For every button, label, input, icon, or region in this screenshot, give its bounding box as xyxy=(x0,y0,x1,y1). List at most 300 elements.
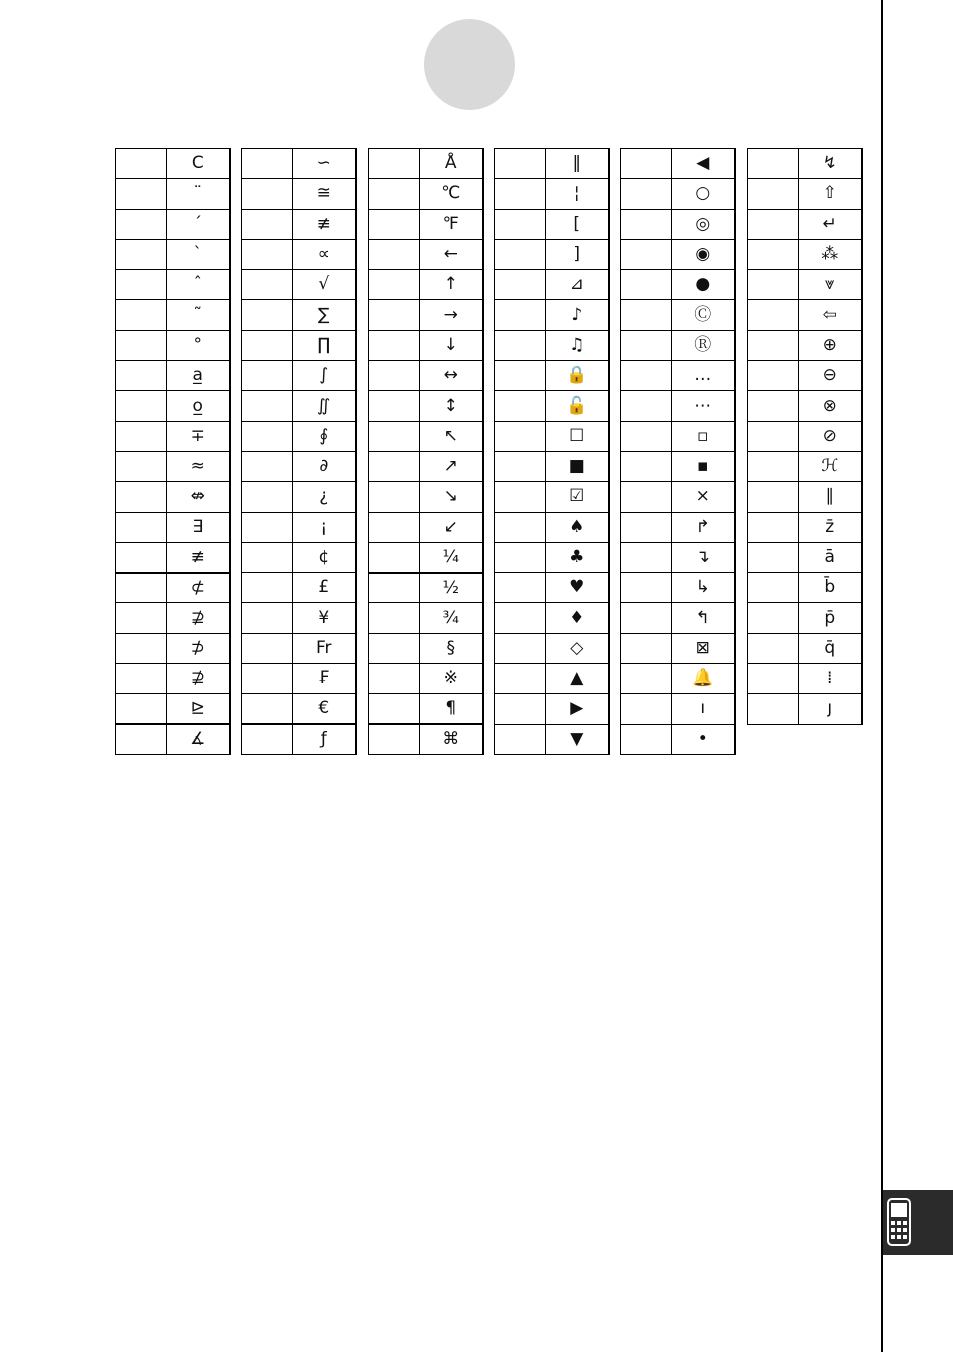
symbol-row xyxy=(116,451,230,481)
code-cell xyxy=(748,330,799,360)
code-cell xyxy=(621,724,672,754)
symbol-row xyxy=(621,512,735,542)
symbol-cell: Fr xyxy=(293,633,356,663)
symbol-row xyxy=(369,694,483,724)
symbol-row xyxy=(369,451,483,481)
symbol-cell: ¼ xyxy=(420,542,483,572)
code-cell xyxy=(116,209,167,239)
code-cell xyxy=(242,542,293,572)
code-cell xyxy=(369,482,420,512)
symbol-cell: ˆ xyxy=(167,270,230,300)
code-cell xyxy=(369,300,420,330)
code-cell xyxy=(495,694,546,724)
symbol-row xyxy=(116,664,230,694)
symbol-cell: • xyxy=(672,724,735,754)
symbol-row xyxy=(242,330,356,360)
symbol-row xyxy=(748,270,862,300)
code-cell xyxy=(495,664,546,694)
code-cell xyxy=(621,664,672,694)
code-cell xyxy=(242,724,293,754)
symbol-row xyxy=(369,512,483,542)
symbol-cell: ∓ xyxy=(167,421,230,451)
symbol-row xyxy=(116,209,230,239)
code-cell xyxy=(748,451,799,481)
symbol-cell: £ xyxy=(293,573,356,603)
symbol-cell: Ⓡ xyxy=(672,330,735,360)
symbol-cell: ↱ xyxy=(672,512,735,542)
code-cell xyxy=(116,633,167,663)
code-cell xyxy=(242,573,293,603)
symbol-cell: ↖ xyxy=(420,421,483,451)
code-cell xyxy=(116,664,167,694)
symbol-row xyxy=(621,391,735,421)
chapter-tab xyxy=(883,1190,953,1255)
symbol-row xyxy=(621,573,735,603)
code-cell xyxy=(621,330,672,360)
symbol-cell: ♥ xyxy=(546,573,609,603)
code-cell xyxy=(369,330,420,360)
symbol-cell: ` xyxy=(167,239,230,269)
symbol-row xyxy=(242,664,356,694)
symbol-row xyxy=(116,694,230,724)
symbol-cell: ↯ xyxy=(799,149,862,179)
symbol-cell: ♫ xyxy=(546,330,609,360)
symbol-cell: ⊵ xyxy=(167,694,230,724)
code-cell xyxy=(748,361,799,391)
symbol-row xyxy=(242,694,356,724)
symbol-row xyxy=(495,330,609,360)
code-cell xyxy=(242,512,293,542)
symbol-row xyxy=(748,542,862,572)
code-cell xyxy=(748,542,799,572)
symbol-row xyxy=(621,451,735,481)
symbol-cell: ⁞ xyxy=(799,664,862,694)
symbol-cell: ⊄ xyxy=(167,573,230,603)
code-cell xyxy=(621,512,672,542)
symbol-cell: § xyxy=(420,633,483,663)
code-cell xyxy=(748,512,799,542)
symbol-row xyxy=(242,421,356,451)
code-cell xyxy=(242,361,293,391)
symbol-row xyxy=(495,391,609,421)
symbol-row xyxy=(116,330,230,360)
code-cell xyxy=(495,391,546,421)
code-cell xyxy=(748,300,799,330)
code-cell xyxy=(369,179,420,209)
symbol-cell: ≈ xyxy=(167,451,230,481)
symbol-cell: … xyxy=(672,361,735,391)
code-cell xyxy=(116,603,167,633)
symbol-cell: ∡ xyxy=(167,724,230,754)
symbol-row xyxy=(748,512,862,542)
symbol-row xyxy=(495,724,609,754)
code-cell xyxy=(242,300,293,330)
symbol-row xyxy=(748,209,862,239)
symbol-row xyxy=(495,694,609,724)
symbol-row xyxy=(621,300,735,330)
symbol-cell: ◀ xyxy=(672,149,735,179)
symbol-row xyxy=(369,361,483,391)
code-cell xyxy=(621,239,672,269)
code-cell xyxy=(748,209,799,239)
symbol-table-3 xyxy=(368,148,484,755)
symbol-table-1 xyxy=(115,148,231,755)
symbol-cell: ↑ xyxy=(420,270,483,300)
symbol-row xyxy=(116,391,230,421)
code-cell xyxy=(495,451,546,481)
symbol-row xyxy=(242,603,356,633)
symbol-table-6 xyxy=(747,148,863,725)
symbol-row xyxy=(748,603,862,633)
code-cell xyxy=(495,633,546,663)
symbol-cell: o̲ xyxy=(167,391,230,421)
code-cell xyxy=(116,421,167,451)
code-cell xyxy=(495,512,546,542)
code-cell xyxy=(116,573,167,603)
symbol-row xyxy=(748,482,862,512)
symbol-row xyxy=(116,149,230,179)
code-cell xyxy=(621,270,672,300)
symbol-row xyxy=(116,239,230,269)
symbol-row xyxy=(748,391,862,421)
symbol-row xyxy=(748,239,862,269)
code-cell xyxy=(495,270,546,300)
code-cell xyxy=(621,573,672,603)
code-cell xyxy=(369,149,420,179)
symbol-row xyxy=(748,451,862,481)
symbol-cell: ▲ xyxy=(546,664,609,694)
symbol-cell: ▫ xyxy=(672,421,735,451)
symbol-cell: ↵ xyxy=(799,209,862,239)
code-cell xyxy=(621,209,672,239)
symbol-cell: ↘ xyxy=(420,482,483,512)
code-cell xyxy=(495,482,546,512)
symbol-row xyxy=(748,300,862,330)
symbol-row xyxy=(116,361,230,391)
code-cell xyxy=(242,330,293,360)
symbol-cell: ↴ xyxy=(672,542,735,572)
symbol-row xyxy=(495,451,609,481)
symbol-row xyxy=(748,361,862,391)
code-cell xyxy=(369,209,420,239)
symbol-cell: ⊉ xyxy=(167,664,230,694)
code-cell xyxy=(621,149,672,179)
symbol-row xyxy=(116,179,230,209)
symbol-cell: ♣ xyxy=(546,542,609,572)
symbol-cell: ∽ xyxy=(293,149,356,179)
symbol-cell: p̄ xyxy=(799,603,862,633)
symbol-row xyxy=(242,270,356,300)
code-cell xyxy=(369,664,420,694)
symbol-row xyxy=(621,482,735,512)
symbol-row xyxy=(242,512,356,542)
symbol-row xyxy=(369,239,483,269)
code-cell xyxy=(748,179,799,209)
symbol-table-4 xyxy=(494,148,610,755)
code-cell xyxy=(495,330,546,360)
symbol-row xyxy=(621,239,735,269)
symbol-row xyxy=(495,179,609,209)
symbol-cell: ⇧ xyxy=(799,179,862,209)
code-cell xyxy=(369,391,420,421)
symbol-cell: 🔓 xyxy=(546,391,609,421)
symbol-cell: ∑ xyxy=(293,300,356,330)
code-cell xyxy=(748,573,799,603)
code-cell xyxy=(116,694,167,724)
symbol-row xyxy=(621,694,735,724)
symbol-row xyxy=(495,633,609,663)
symbol-cell: € xyxy=(293,694,356,724)
symbol-row xyxy=(621,330,735,360)
symbol-cell: ♦ xyxy=(546,603,609,633)
code-cell xyxy=(369,542,420,572)
code-cell xyxy=(242,239,293,269)
symbol-row xyxy=(621,361,735,391)
symbol-row xyxy=(621,664,735,694)
code-cell xyxy=(621,451,672,481)
code-cell xyxy=(495,421,546,451)
code-cell xyxy=(495,179,546,209)
code-cell xyxy=(116,542,167,572)
code-cell xyxy=(369,633,420,663)
code-cell xyxy=(369,421,420,451)
symbol-cell: ↗ xyxy=(420,451,483,481)
symbol-cell: → xyxy=(420,300,483,330)
symbol-row xyxy=(242,179,356,209)
code-cell xyxy=(748,633,799,663)
code-cell xyxy=(242,421,293,451)
code-cell xyxy=(242,451,293,481)
code-cell xyxy=(621,542,672,572)
code-cell xyxy=(621,179,672,209)
symbol-cell: ℋ xyxy=(799,451,862,481)
symbol-row xyxy=(369,633,483,663)
symbol-cell: ∏ xyxy=(293,330,356,360)
symbol-cell: ⊘ xyxy=(799,421,862,451)
symbol-cell: ∫ xyxy=(293,361,356,391)
symbol-row xyxy=(621,270,735,300)
symbol-row xyxy=(242,633,356,663)
code-cell xyxy=(621,421,672,451)
symbol-row xyxy=(621,179,735,209)
symbol-cell: ≢ xyxy=(167,542,230,572)
symbol-row xyxy=(116,300,230,330)
symbol-cell: ↓ xyxy=(420,330,483,360)
symbol-cell: ⋯ xyxy=(672,391,735,421)
symbol-row xyxy=(369,330,483,360)
symbol-cell: ≅ xyxy=(293,179,356,209)
symbol-row xyxy=(369,724,483,754)
code-cell xyxy=(748,421,799,451)
code-cell xyxy=(116,391,167,421)
symbol-row xyxy=(116,542,230,572)
code-cell xyxy=(116,270,167,300)
code-cell xyxy=(495,573,546,603)
symbol-cell: ∂ xyxy=(293,451,356,481)
symbol-cell: ⊿ xyxy=(546,270,609,300)
symbol-row xyxy=(369,603,483,633)
symbol-cell: ◉ xyxy=(672,239,735,269)
symbol-row xyxy=(116,512,230,542)
symbol-cell: ¶ xyxy=(420,694,483,724)
symbol-cell: Ⓒ xyxy=(672,300,735,330)
symbol-row xyxy=(242,573,356,603)
symbol-row xyxy=(621,603,735,633)
symbol-cell: ↙ xyxy=(420,512,483,542)
symbol-cell: ⊉ xyxy=(167,603,230,633)
symbol-cell: ↕ xyxy=(420,391,483,421)
symbol-cell: ■ xyxy=(546,451,609,481)
code-cell xyxy=(369,573,420,603)
calculator-icon xyxy=(887,1198,911,1246)
symbol-cell: ⌘ xyxy=(420,724,483,754)
code-cell xyxy=(242,603,293,633)
symbol-cell: ○ xyxy=(672,179,735,209)
symbol-cell: ● xyxy=(672,270,735,300)
code-cell xyxy=(242,694,293,724)
chapter-circle xyxy=(424,19,515,110)
symbol-row xyxy=(242,391,356,421)
symbol-cell: ¦ xyxy=(546,179,609,209)
code-cell xyxy=(748,239,799,269)
code-cell xyxy=(495,361,546,391)
code-cell xyxy=(495,724,546,754)
symbol-cell: ´ xyxy=(167,209,230,239)
code-cell xyxy=(369,512,420,542)
symbol-row xyxy=(369,482,483,512)
code-cell xyxy=(116,300,167,330)
code-cell xyxy=(621,633,672,663)
symbol-row xyxy=(116,421,230,451)
code-cell xyxy=(242,664,293,694)
code-cell xyxy=(116,451,167,481)
code-cell xyxy=(495,209,546,239)
symbol-cell: ¥ xyxy=(293,603,356,633)
code-cell xyxy=(369,603,420,633)
symbol-row xyxy=(242,361,356,391)
symbol-row xyxy=(242,482,356,512)
symbol-cell: ▼ xyxy=(546,724,609,754)
symbol-cell: ⊠ xyxy=(672,633,735,663)
symbol-table-5 xyxy=(620,148,736,755)
symbol-cell: q̄ xyxy=(799,633,862,663)
symbol-cell: ☐ xyxy=(546,421,609,451)
symbol-cell: ▪ xyxy=(672,451,735,481)
symbol-cell: ♠ xyxy=(546,512,609,542)
code-cell xyxy=(748,603,799,633)
symbol-row xyxy=(748,149,862,179)
symbol-row xyxy=(369,421,483,451)
code-cell xyxy=(369,239,420,269)
symbol-cell: ↰ xyxy=(672,603,735,633)
symbol-row xyxy=(369,391,483,421)
symbol-row xyxy=(621,542,735,572)
symbol-row xyxy=(495,482,609,512)
symbol-cell: × xyxy=(672,482,735,512)
symbol-cell: b̄ xyxy=(799,573,862,603)
symbol-cell: ∝ xyxy=(293,239,356,269)
symbol-cell: C xyxy=(167,149,230,179)
code-cell xyxy=(748,482,799,512)
code-cell xyxy=(242,209,293,239)
symbol-cell: 🔔 xyxy=(672,664,735,694)
symbol-cell: ◎ xyxy=(672,209,735,239)
symbol-cell: ∬ xyxy=(293,391,356,421)
symbol-cell: ⇦ xyxy=(799,300,862,330)
symbol-cell: ¢ xyxy=(293,542,356,572)
symbol-cell: ā xyxy=(799,542,862,572)
symbol-cell: ↔ xyxy=(420,361,483,391)
symbol-cell: ⩔ xyxy=(799,270,862,300)
symbol-row xyxy=(242,209,356,239)
symbol-cell: √ xyxy=(293,270,356,300)
symbol-row xyxy=(116,573,230,603)
symbol-row xyxy=(748,421,862,451)
code-cell xyxy=(242,482,293,512)
symbol-cell: ♪ xyxy=(546,300,609,330)
symbol-cell: 🔒 xyxy=(546,361,609,391)
symbol-table-2 xyxy=(241,148,357,755)
symbol-cell: ¿ xyxy=(293,482,356,512)
code-cell xyxy=(495,300,546,330)
symbol-row xyxy=(495,270,609,300)
symbol-cell: ⇎ xyxy=(167,482,230,512)
code-cell xyxy=(621,603,672,633)
symbol-cell: ˜ xyxy=(167,300,230,330)
code-cell xyxy=(748,391,799,421)
symbol-row xyxy=(495,149,609,179)
symbol-row xyxy=(242,724,356,754)
symbol-row xyxy=(116,270,230,300)
symbol-cell: ⁂ xyxy=(799,239,862,269)
symbol-row xyxy=(495,603,609,633)
symbol-cell: ℃ xyxy=(420,179,483,209)
symbol-cell: ∥ xyxy=(799,482,862,512)
symbol-cell: ¨ xyxy=(167,179,230,209)
code-cell xyxy=(369,361,420,391)
symbol-cell: ₣ xyxy=(293,664,356,694)
symbol-row xyxy=(495,300,609,330)
code-cell xyxy=(621,391,672,421)
symbol-cell: ⊕ xyxy=(799,330,862,360)
symbol-cell: z̄ xyxy=(799,512,862,542)
symbol-row xyxy=(748,573,862,603)
margin-rule xyxy=(881,0,883,1352)
symbol-row xyxy=(748,633,862,663)
symbol-cell: ȷ xyxy=(799,694,862,724)
symbol-row xyxy=(116,603,230,633)
code-cell xyxy=(369,694,420,724)
code-cell xyxy=(116,512,167,542)
symbol-cell: ‖ xyxy=(546,149,609,179)
symbol-cell: ← xyxy=(420,239,483,269)
symbol-row xyxy=(495,421,609,451)
symbol-row xyxy=(621,149,735,179)
symbol-row xyxy=(369,209,483,239)
code-cell xyxy=(621,361,672,391)
symbol-row xyxy=(116,724,230,754)
symbol-row xyxy=(495,512,609,542)
symbol-row xyxy=(621,633,735,663)
code-cell xyxy=(748,694,799,724)
code-cell xyxy=(116,361,167,391)
symbol-cell: ⊅ xyxy=(167,633,230,663)
symbol-row xyxy=(495,664,609,694)
symbol-row xyxy=(242,542,356,572)
symbol-cell: ½ xyxy=(420,573,483,603)
code-cell xyxy=(495,603,546,633)
symbol-row xyxy=(369,179,483,209)
